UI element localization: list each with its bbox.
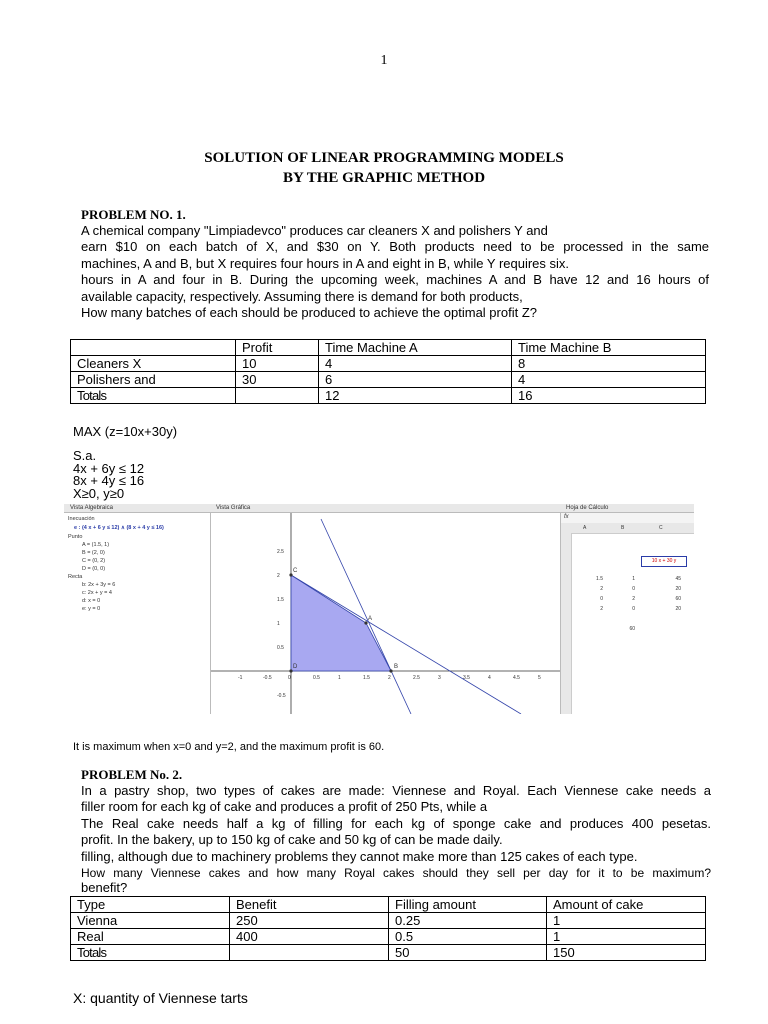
geogebra-screenshot [64, 504, 694, 714]
x-tick-label: 0.5 [313, 675, 320, 681]
graphics-view [211, 513, 560, 714]
table-row [71, 388, 706, 404]
y-tick-label: 1 [277, 621, 280, 627]
y-tick-label: -0.5 [277, 693, 286, 699]
table-row [71, 356, 706, 372]
algebra-item: B = (2, 0) [82, 550, 105, 556]
sheet-cell: 2 [632, 596, 635, 602]
table-cell [236, 388, 319, 404]
x-tick-label: 1 [338, 675, 341, 681]
spreadsheet-view [560, 513, 694, 714]
problem1-line: machines, A and B, but X requires four hours in A and eight in B, while Y requires six. [81, 255, 570, 271]
sheet-cell: 0 [632, 586, 635, 592]
table-cell: 4 [319, 356, 512, 372]
problem1-line: A chemical company "Limpiadevco" produces car cleaners X and polishers Y and [81, 223, 548, 238]
feasible-region [291, 575, 391, 671]
algebra-item: C = (0, 2) [82, 558, 106, 564]
algebra-item: c: 2x + y = 4 [82, 590, 112, 596]
table-row [71, 929, 706, 945]
objective-function: MAX (z=10x+30y) [73, 424, 178, 439]
column-header: B [621, 525, 625, 531]
table-cell: Cleaners X [71, 356, 236, 372]
problem1-result: It is maximum when x=0 and y=2, and the maximum profit is 60. [73, 741, 385, 753]
sheet-cell: 2 [600, 606, 603, 612]
sheet-cell: 20 [675, 606, 681, 612]
algebra-item: e: y = 0 [82, 606, 101, 612]
fx-icon: fx [564, 514, 569, 520]
table-header-cell: Time Machine A [319, 340, 512, 356]
column-header: C [659, 525, 663, 531]
algebra-group: Inecuación [68, 516, 95, 522]
sheet-formula-cell: 10 x + 30 y [641, 556, 687, 567]
sheet-cell: 60 [675, 596, 681, 602]
x-tick-label: 4 [488, 675, 491, 681]
table-cell: 50 [389, 945, 547, 961]
sheet-cell: 2 [600, 586, 603, 592]
document-title-line1: SOLUTION OF LINEAR PROGRAMMING MODELS [204, 150, 564, 166]
problem2-line: The Real cake needs half a kg of filling for each kg of sponge cake and produces 400 pesetas. [81, 815, 711, 831]
constraints [73, 450, 144, 500]
table-header-row [71, 897, 706, 913]
problem2-line: benefit? [81, 881, 128, 896]
table-header-row [71, 340, 706, 356]
algebra-view [64, 513, 211, 714]
sheet-cell: 1 [632, 576, 635, 582]
problem2-line: How many Viennese cakes and how many Royal cakes should they sell per day for it to be maximum? [81, 866, 711, 881]
algebra-item: D = (0, 0) [82, 566, 106, 572]
table-header-cell: Time Machine B [512, 340, 706, 356]
constraint-line: 4x + 6y ≤ 12 [73, 460, 145, 476]
problem1-line: How many batches of each should be produced to achieve the optimal profit Z? [81, 305, 537, 321]
page-number: 1 [380, 53, 388, 68]
problem2-heading: PROBLEM No. 2. [81, 767, 183, 782]
point-label: B [394, 664, 399, 670]
x-tick-label: 2.5 [413, 675, 420, 681]
problem2-line: In a pastry shop, two types of cakes are made: Viennese and Royal. Each Viennese cake needs a [81, 783, 711, 798]
x-tick-label: 5 [538, 675, 541, 681]
sheet-column-header [561, 523, 694, 534]
problem1-line: hours in A and four in B. During the upcoming week, machines A and B have 12 and 16 hours of [81, 272, 709, 288]
graphics-view-header: Vista Gráfica [210, 504, 560, 513]
problem1-statement [81, 223, 709, 321]
sheet-row-header [561, 533, 572, 714]
point-b [389, 669, 392, 672]
table-header-cell [71, 340, 236, 356]
x-tick-label: 3.5 [463, 675, 470, 681]
point-label: D [293, 664, 298, 670]
sheet-cell: 45 [675, 576, 681, 582]
table-cell: 1 [547, 913, 706, 929]
table-cell: 4 [512, 372, 706, 388]
table-row [71, 945, 706, 961]
table-cell: 8 [512, 356, 706, 372]
constraint-line: X≥0, y≥0 [73, 485, 125, 501]
table-cell: 150 [547, 945, 706, 961]
table-row [71, 913, 706, 929]
algebra-group: Recta [68, 574, 83, 580]
y-tick-label: 2 [277, 573, 280, 579]
problem2-line: filling, although due to machinery problems they cannot make more than 125 cakes of each type. [81, 848, 638, 864]
table-cell: 1 [547, 929, 706, 945]
point-label: A [368, 616, 373, 622]
x-tick-label: 3 [438, 675, 441, 681]
constraint-line: S.a. [73, 448, 97, 463]
table-cell: 10 [236, 356, 319, 372]
x-tick-labels [238, 675, 541, 681]
table-cell: Totals [71, 945, 230, 961]
spreadsheet-view-header: Hoja de Cálculo [560, 504, 694, 513]
table-row [71, 372, 706, 388]
sheet-cell: 20 [675, 586, 681, 592]
algebra-item: e : (4 x + 6 y ≤ 12) ∧ (8 x + 4 y ≤ 16) [74, 525, 164, 531]
algebra-item: d: x = 0 [82, 598, 101, 604]
table-cell: Vienna [71, 913, 230, 929]
table-header-cell: Benefit [230, 897, 389, 913]
document-title-line2: BY THE GRAPHIC METHOD [282, 170, 486, 186]
algebra-group: Punto [68, 534, 83, 540]
table-cell [230, 945, 389, 961]
problem2-line: filler room for each kg of cake and produces a profit of 250 Pts, while a [81, 799, 488, 815]
variable-definition: X: quantity of Viennese tarts [73, 990, 248, 1006]
table-cell: Real [71, 929, 230, 945]
algebra-view-header: Vista Algebraica [64, 504, 210, 513]
table-header-cell: Filling amount [389, 897, 547, 913]
table-cell: 6 [319, 372, 512, 388]
sheet-cell: 0 [632, 606, 635, 612]
problem1-table [70, 339, 706, 404]
sheet-cell: 0 [600, 596, 603, 602]
column-header: A [583, 525, 587, 531]
table-header-cell: Profit [236, 340, 319, 356]
table-cell: 250 [230, 913, 389, 929]
problem1-line: available capacity, respectively. Assuming there is demand for both products, [81, 288, 523, 304]
algebra-item: A = (1.5, 1) [82, 542, 110, 548]
sheet-cell: 1.5 [596, 576, 603, 582]
point-label: C [293, 568, 298, 574]
y-tick-label: 2.5 [277, 549, 284, 555]
x-tick-label: 1.5 [363, 675, 370, 681]
table-cell: 12 [319, 388, 512, 404]
sheet-cell: 60 [629, 626, 635, 632]
table-cell: 0.25 [389, 913, 547, 929]
constraint-line: 8x + 4y ≤ 16 [73, 473, 145, 488]
y-tick-labels [277, 549, 286, 699]
table-cell: 30 [236, 372, 319, 388]
table-cell: Polishers and [71, 372, 236, 388]
x-tick-label: 0 [288, 675, 291, 681]
y-tick-label: 0.5 [277, 645, 284, 651]
x-tick-label: -1 [238, 675, 243, 681]
x-tick-label: 2 [388, 675, 391, 681]
problem2-table [70, 896, 706, 961]
algebra-item: b: 2x + 3y = 6 [82, 582, 116, 588]
table-header-cell: Type [71, 897, 230, 913]
table-cell: Totals [71, 388, 236, 404]
problem2-statement [81, 783, 711, 895]
y-tick-label: 1.5 [277, 597, 284, 603]
table-header-cell: Amount of cake [547, 897, 706, 913]
table-cell: 400 [230, 929, 389, 945]
table-cell: 16 [512, 388, 706, 404]
x-tick-label: -0.5 [263, 675, 272, 681]
problem1-heading: PROBLEM NO. 1. [81, 207, 186, 222]
table-cell: 0.5 [389, 929, 547, 945]
problem1-line: earn $10 on each batch of X, and $30 on Y. Both products need to be processed in the same [81, 239, 709, 255]
problem2-line: profit. In the bakery, up to 150 kg of cake and 50 kg of can be made daily. [81, 832, 503, 848]
x-tick-label: 4.5 [513, 675, 520, 681]
